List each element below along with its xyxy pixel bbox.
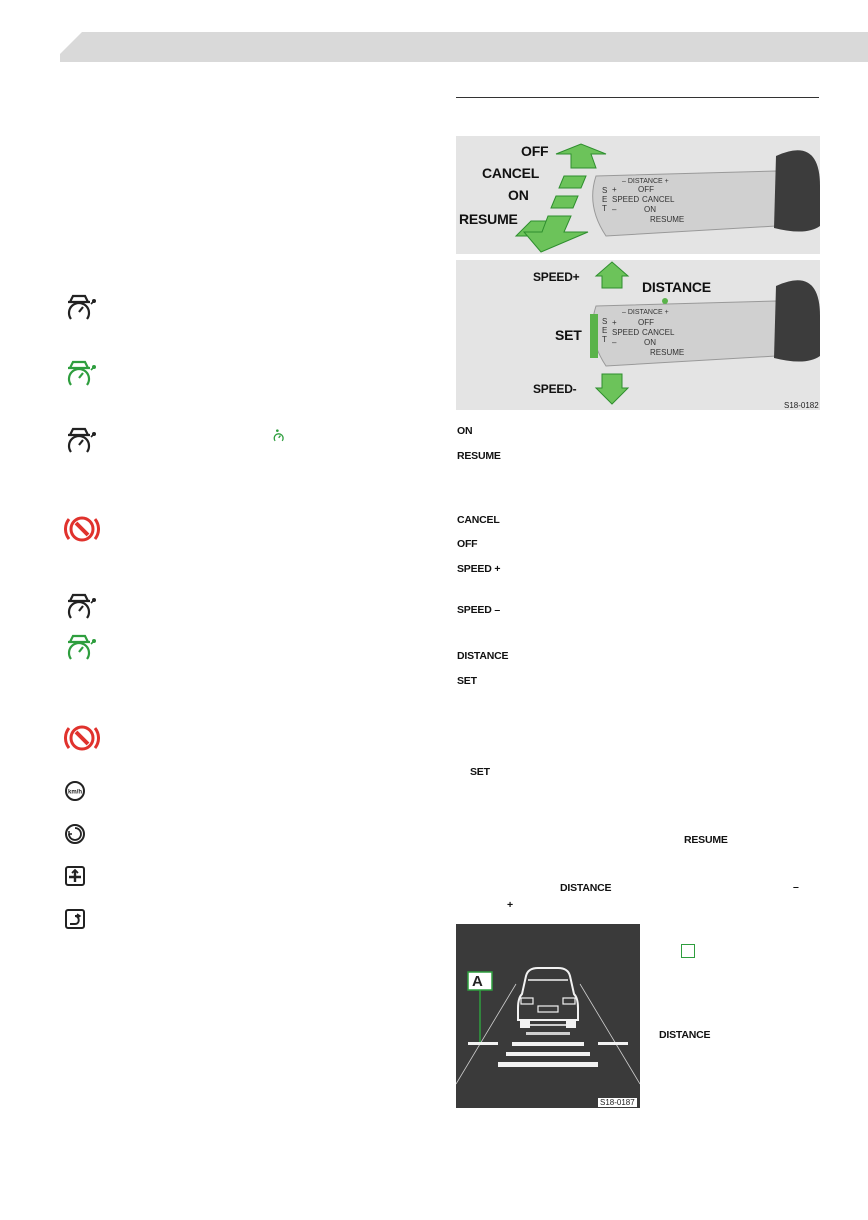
lever-label-resume: RESUME: [459, 211, 518, 227]
acc-icon: [64, 589, 100, 625]
marker-a: A: [472, 973, 483, 990]
lever-label-distance: DISTANCE: [642, 279, 711, 295]
lever-face-resume: RESUME: [650, 348, 685, 357]
lever-face-resume: RESUME: [650, 215, 685, 224]
acc-small-inline-icon: [272, 428, 288, 444]
legend-set: SET: [457, 675, 477, 687]
lever-face-plus: +: [612, 318, 617, 327]
figure2-caption: S18-0187: [600, 1098, 635, 1107]
lever-label-speed-minus: SPEED-: [533, 382, 577, 396]
lever-label-cancel: CANCEL: [482, 165, 540, 181]
acc-active-icon: [64, 630, 100, 666]
legend-speed-plus: SPEED +: [457, 563, 501, 575]
body-plus: +: [507, 899, 513, 911]
legend-cancel: CANCEL: [457, 514, 500, 526]
body-set: SET: [470, 766, 490, 778]
lever-face-set: S E T: [602, 317, 608, 344]
lever-face-cancel: CANCEL: [642, 195, 675, 204]
lever-face-speed: SPEED: [612, 328, 640, 337]
lever-face-minus: –: [612, 338, 617, 347]
lever-face-off: OFF: [638, 318, 654, 327]
acc-icon: [64, 423, 100, 459]
lever-face-cancel: CANCEL: [642, 328, 675, 337]
lever-face-on: ON: [644, 205, 656, 214]
legend-speed-minus: SPEED –: [457, 604, 500, 616]
legend-off: OFF: [457, 538, 478, 550]
acc-fault-icon: [64, 720, 100, 756]
lever-face-off: OFF: [638, 185, 654, 194]
section-rule: [456, 97, 819, 98]
lever-face-on: ON: [644, 338, 656, 347]
lever-face-speed: SPEED: [612, 195, 640, 204]
speed-limit-icon: [64, 780, 86, 802]
roundabout-icon: [64, 823, 86, 845]
body-distance-2: DISTANCE: [659, 1029, 711, 1041]
page-header-tab: [60, 32, 868, 62]
acc-fault-icon: [64, 511, 100, 547]
legend-resume: RESUME: [457, 450, 501, 462]
body-resume: RESUME: [684, 834, 728, 846]
junction-icon: [64, 865, 86, 887]
body-distance: DISTANCE: [560, 882, 612, 894]
curve-icon: [64, 908, 86, 930]
lever-label-set: SET: [555, 327, 582, 343]
lever-face-distance: – DISTANCE +: [622, 309, 669, 316]
distance-level-icon: [681, 944, 695, 958]
legend-distance: DISTANCE: [457, 650, 509, 662]
lever-label-off: OFF: [521, 143, 549, 159]
figure1-caption: S18-0182: [784, 401, 819, 410]
lever-face-minus: –: [612, 205, 617, 214]
lever-face-plus: +: [612, 185, 617, 194]
lever-label-speed-plus: SPEED+: [533, 270, 580, 284]
acc-icon: [64, 290, 100, 326]
lever-face-set: S E T: [602, 186, 608, 213]
body-minus: –: [793, 881, 799, 893]
lever-face-distance: – DISTANCE +: [622, 178, 669, 185]
svg-text:km/h: km/h: [67, 789, 83, 796]
lever-label-on: ON: [508, 187, 529, 203]
legend-on: ON: [457, 425, 473, 437]
distance-display-figure: [456, 924, 640, 1108]
acc-active-icon: [64, 356, 100, 392]
